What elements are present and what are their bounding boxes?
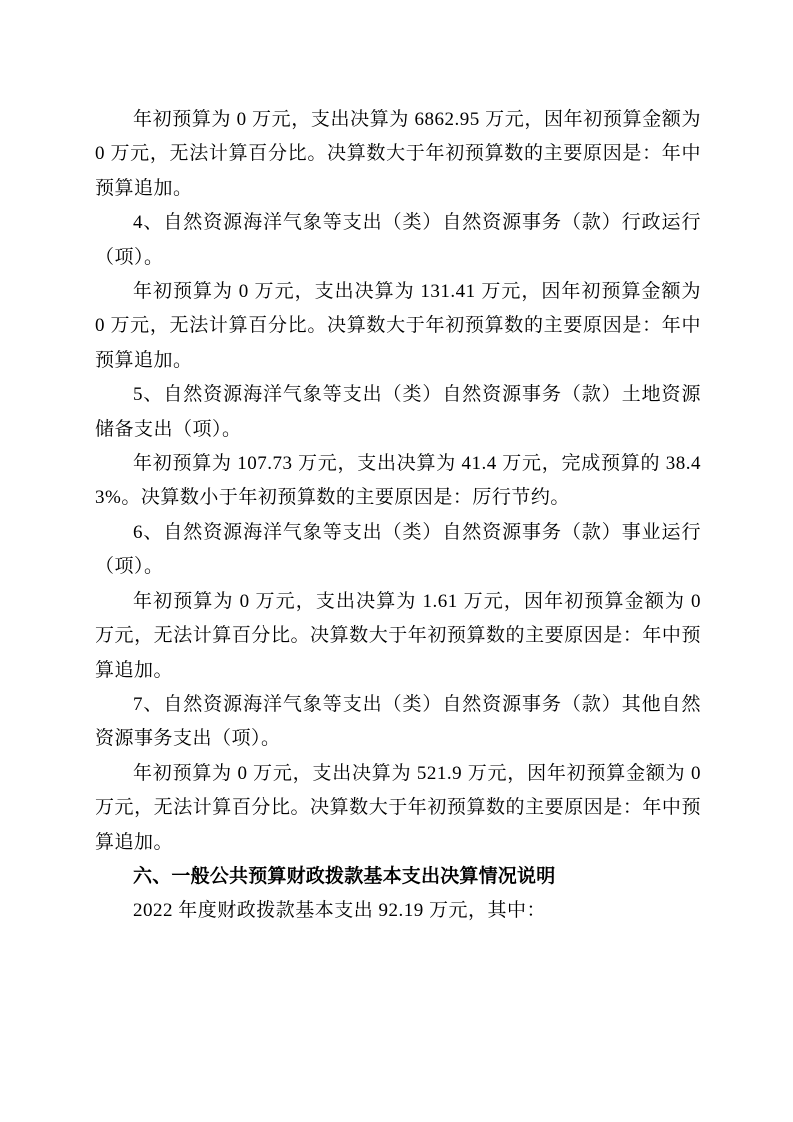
section-heading-six: 六、一般公共预算财政拨款基本支出决算情况说明 [133,865,556,887]
paragraph-item-4-detail: 年初预算为 0 万元，支出决算为 131.41 万元，因年初预算金额为 0 万元，无法计算百分比。决算数大于年初预算数的主要原因是：年中预算追加。 [95,281,701,371]
paragraph-item-5-title: 5、自然资源海洋气象等支出（类）自然资源事务（款）土地资源储备支出（项）。 [95,384,701,440]
paragraph-item-6-detail: 年初预算为 0 万元，支出决算为 1.61 万元，因年初预算金额为 0 万元，无法计算百分比。决算数大于年初预算数的主要原因是：年中预算追加。 [95,590,701,681]
paragraph-item-5-detail: 年初预算为 107.73 万元，支出决算为 41.4 万元，完成预算的 38.43%。决算数小于年初预算数的主要原因是：厉行节约。 [95,453,701,509]
paragraph-basic-expenditure-summary: 2022 年度财政拨款基本支出 92.19 万元，其中： [133,900,547,922]
paragraph-item-4-title: 4、自然资源海洋气象等支出（类）自然资源事务（款）行政运行（项）。 [95,212,701,268]
paragraph-item-7-detail: 年初预算为 0 万元，支出决算为 521.9 万元，因年初预算金额为 0 万元，无法计算百分比。决算数大于年初预算数的主要原因是：年中预算追加。 [95,762,701,853]
paragraph-item-7-title: 7、自然资源海洋气象等支出（类）自然资源事务（款）其他自然资源事务支出（项）。 [95,693,701,750]
document-text-block [95,103,701,929]
paragraph-item-6-title: 6、自然资源海洋气象等支出（类）自然资源事务（款）事业运行（项）。 [95,521,701,578]
paragraph-budget-note-3: 年初预算为 0 万元，支出决算为 6862.95 万元，因年初预算金额为 0 万元，无法计算百分比。决算数大于年初预算数的主要原因是：年中预算追加。 [95,109,701,199]
